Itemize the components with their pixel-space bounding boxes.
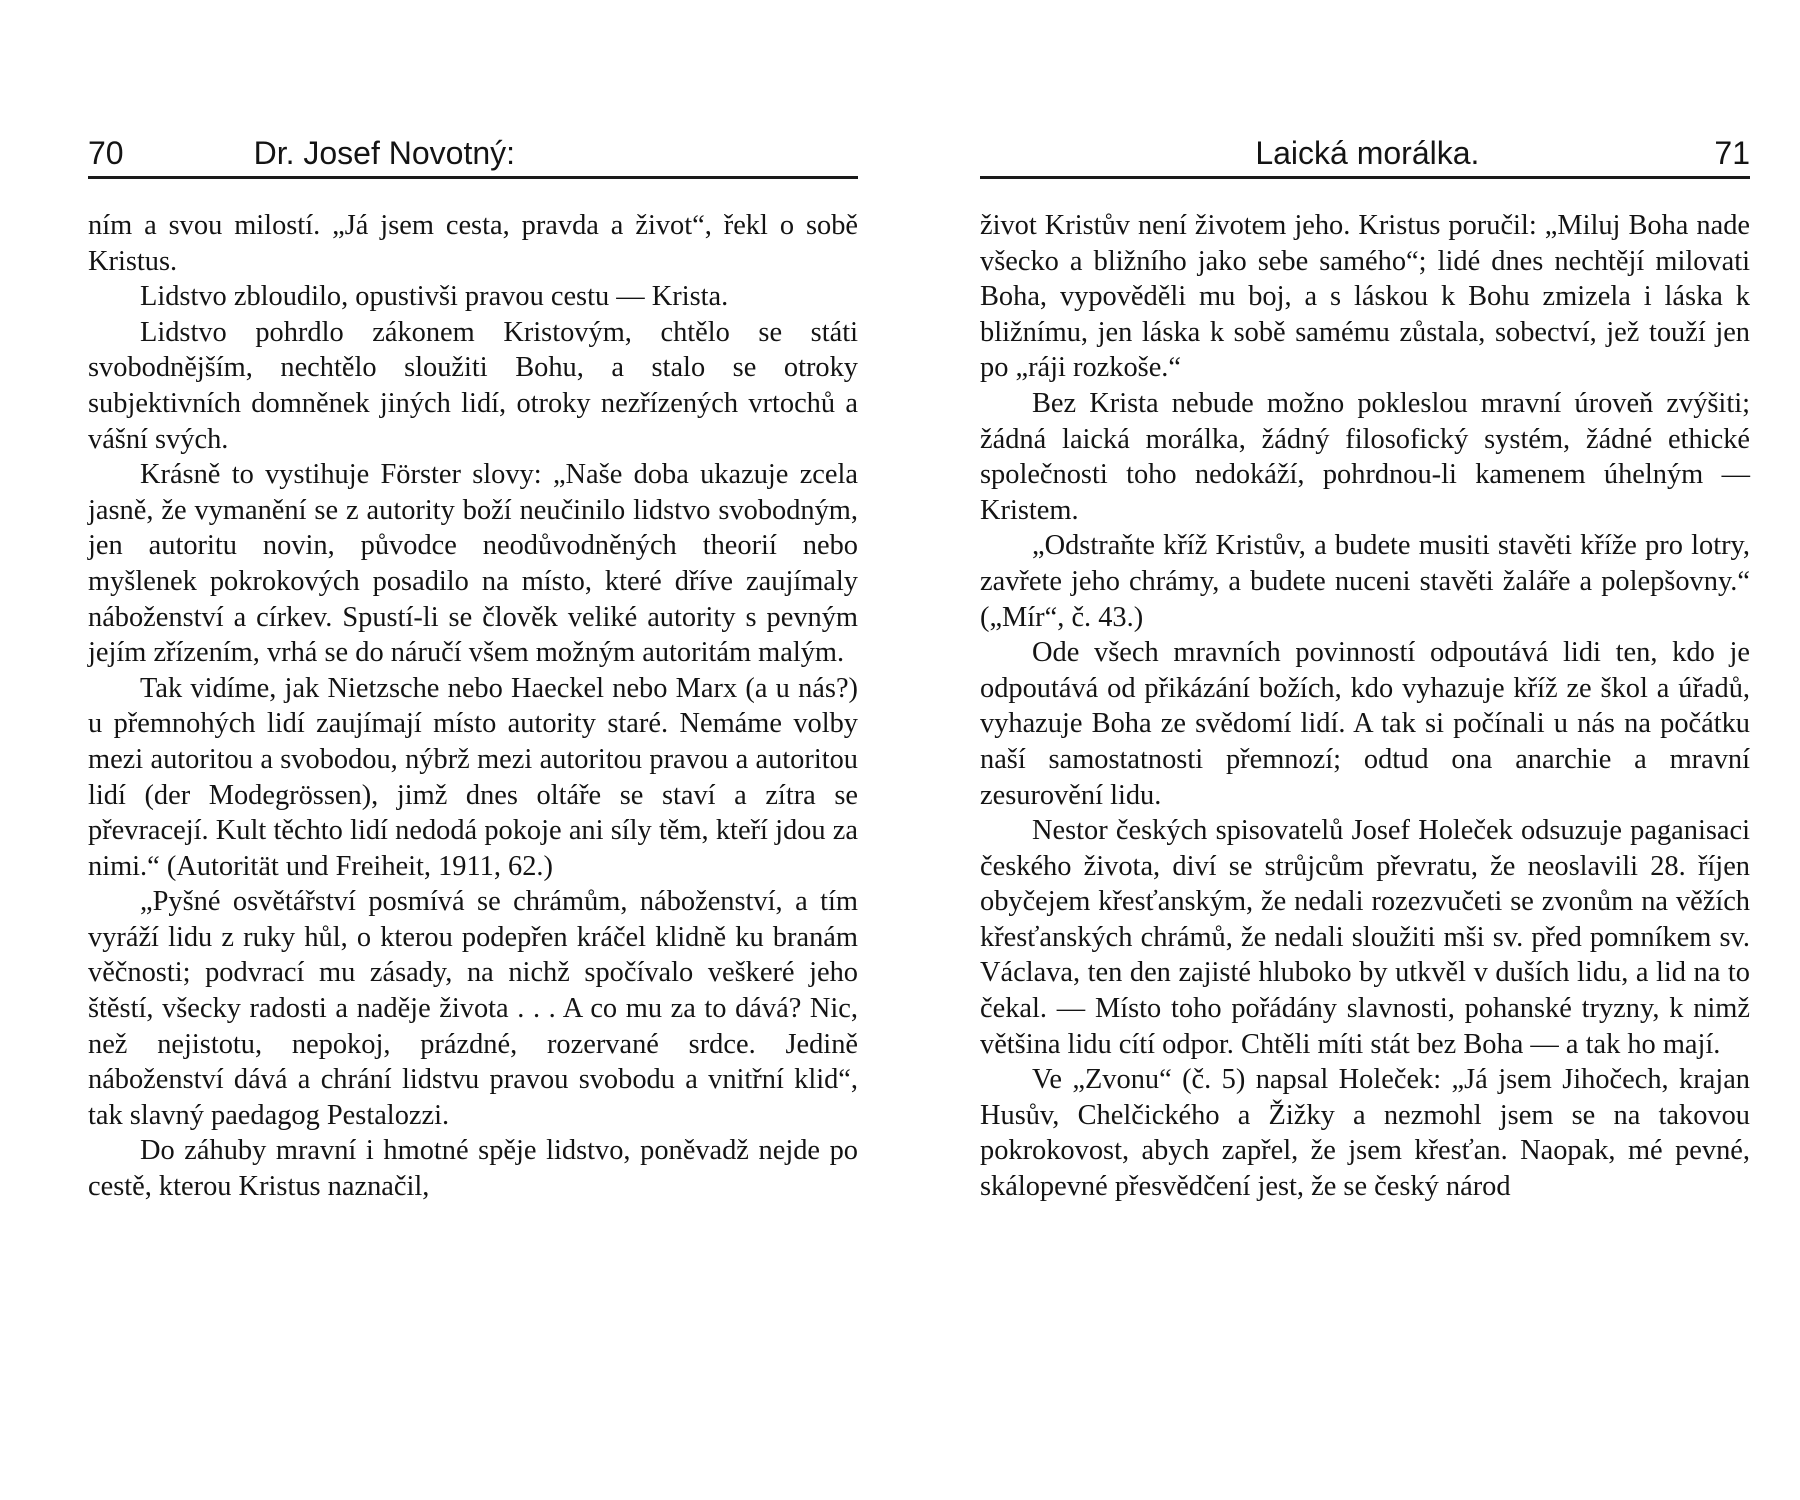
paragraph: Ve „Zvonu“ (č. 5) napsal Holeček: „Já jsem Jihočech, krajan Husův, Chelčického a Žižky a nezmohl jsem se na takovou pokrokovost, abych zapřel, že jsem křesťan. Naopak, mé pevné, skálopevné přesvědčení jest, že se český národ <box>980 1064 1750 1203</box>
left-page-body <box>88 208 858 1205</box>
left-page <box>88 0 858 1460</box>
paragraph: Do záhuby mravní i hmotné spěje lidstvo, poněvadž nejde po cestě, kterou Kristus naznačil, <box>88 1135 858 1203</box>
paragraph: Bez Krista nebude možno pokleslou mravní úroveň zvýšiti; žádná laická morálka, žádný filosofický systém, žádné ethické společnosti toho nedokáží, pohrdnou-li kamenem úhelným — Kristem. <box>980 387 1750 526</box>
left-page-header <box>88 128 858 179</box>
paragraph: Ode všech mravních povinností odpoutává lidi ten, kdo je odpoutává od přikázání božích, kdo vyhazuje kříž ze škol a úřadů, vyhazuje Boha ze svědomí lidí. A tak si počínali u nás na počátku naší samostatnosti přemnozí; odtud ona anarchie a mravní zesurovění lidu. <box>980 637 1750 811</box>
paragraph: život Kristův není životem jeho. Kristus poručil: „Miluj Boha nade všecko a bližního jako sebe samého“; lidé dnes nechtějí milovati Boha, vypověděli mu boj, a s láskou k Bohu zmizela i láska k bližnímu, jen láska k sobě samému zůstala, sobectví, jež touží jen po „ráji rozkoše.“ <box>980 210 1750 384</box>
running-head: Dr. Josef Novotný: <box>253 135 516 171</box>
right-page <box>980 0 1750 1460</box>
right-page-body <box>980 208 1750 1205</box>
paragraph: Krásně to vystihuje Förster slovy: „Naše doba ukazuje zcela jasně, že vymanění se z autority boží neučinilo lidstvo svobodným, jen autoritu novin, původce neodůvodněných theorií nebo myšlenek pokrokových posadilo na místo, které dříve zaujímaly náboženství a církev. Spustí-li se člověk veliké autority s pevným jejím zřízením, vrhá se do náručí všem možným autoritám malým. <box>88 459 858 669</box>
running-head: Laická morálka. <box>1255 135 1480 171</box>
paragraph: „Pyšné osvětářství posmívá se chrámům, náboženství, a tím vyráží lidu z ruky hůl, o kterou podepřen kráčel klidně ku branám věčnosti; podvrací mu zásady, na nichž spočívalo veškeré jeho štěstí, všecky radosti a naděje života . . . A co mu za to dává? Nic, než nejistotu, nepokoj, prázdné, rozervané srdce. Jedině náboženství dává a chrání lidstvu pravou svobodu a vnitřní klid“, tak slavný paedagog Pestalozzi. <box>88 886 858 1131</box>
paragraph: Lidstvo pohrdlo zákonem Kristovým, chtělo se státi svobodnějším, nechtělo sloužiti Bohu, a stalo se otroky subjektivních domněnek jiných lidí, otroky nezřízených vrtochů a vášní svých. <box>88 316 858 455</box>
right-page-header <box>980 128 1750 179</box>
page-number: 71 <box>1714 135 1750 171</box>
paragraph: Nestor českých spisovatelů Josef Holeček odsuzuje paganisaci českého života, diví se strůjcům převratu, že neoslavili 28. říjen obyčejem křesťanským, že nedali rozezvučeti se zvonům na věžích křesťanských chrámů, že nedali sloužiti mši sv. před pomníkem sv. Václava, ten den zajisté hluboko by utkvěl v duších lidu, a lid na to čekal. — Místo toho pořádány slavnosti, pohanské tryzny, k nimž většina lidu cítí odpor. Chtěli míti stát bez Boha — a tak ho mají. <box>980 815 1750 1060</box>
page-number: 70 <box>88 135 124 171</box>
paragraph: ním a svou milostí. „Já jsem cesta, pravda a život“, řekl o sobě Kristus. <box>88 210 858 277</box>
paragraph: Tak vidíme, jak Nietzsche nebo Haeckel nebo Marx (a u nás?) u přemnohých lidí zaujímají místo autority staré. Nemáme volby mezi autoritou a svobodou, nýbrž mezi autoritou pravou a autoritou lidí (der Modegrössen), jimž dnes oltáře se staví a zítra se převracejí. Kult těchto lidí nedodá pokoje ani síly těm, kteří jdou za nimi.“ (Autorität und Freiheit, 1911, 62.) <box>88 672 858 882</box>
paragraph: „Odstraňte kříž Kristův, a budete musiti stavěti kříže pro lotry, zavřete jeho chrámy, a budete nuceni stavěti žaláře a polepšovny.“ („Mír“, č. 43.) <box>980 530 1750 633</box>
paragraph: Lidstvo zbloudilo, opustivši pravou cestu — Krista. <box>140 281 729 313</box>
